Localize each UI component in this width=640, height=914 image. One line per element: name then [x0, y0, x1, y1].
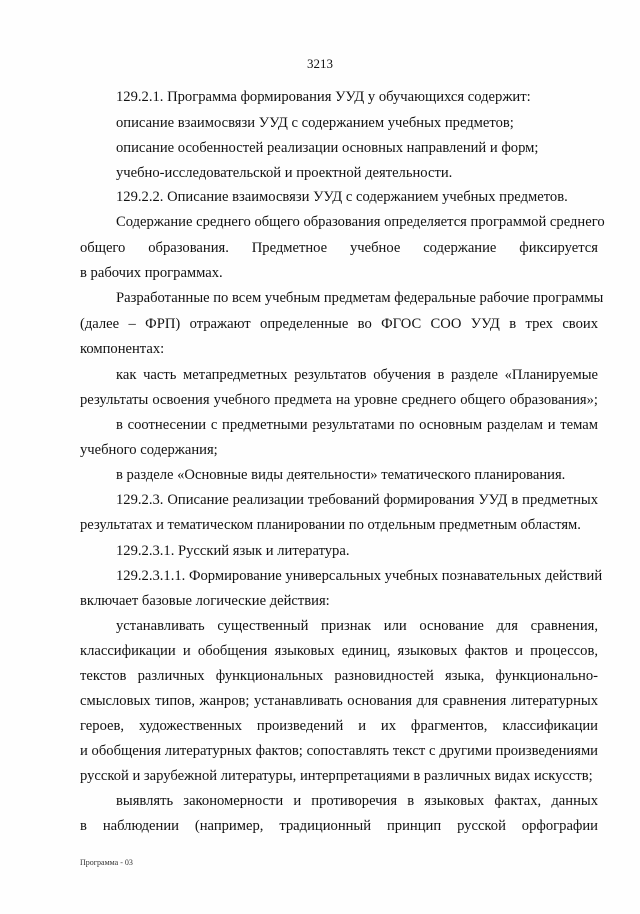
text-line: смысловых типов, жанров; устанавливать основания для сравнения литературных	[80, 693, 598, 709]
text-line: включает базовые логические действия:	[80, 593, 330, 609]
text-line: 129.2.3.1. Русский язык и литература.	[116, 543, 350, 559]
text-line: учебно-исследовательской и проектной деятельности.	[116, 165, 453, 181]
text-line: результаты освоения учебного предмета на уровне среднего общего образования»;	[80, 392, 598, 408]
text-line: (далее – ФРП) отражают определенные во ФГОС СОО УУД в трех своих	[80, 316, 598, 332]
text-line: результатах и тематическом планировании по отдельным предметным областям.	[80, 517, 581, 533]
text-line: и обобщения литературных фактов; сопоставлять текст с другими произведениями	[80, 743, 598, 759]
text-line: 129.2.1. Программа формирования УУД у обучающихся содержит:	[116, 89, 531, 105]
text-line: Содержание среднего общего образования определяется программой среднего	[116, 214, 605, 230]
text-line: текстов различных функциональных разновидностей языка, функционально-	[80, 668, 598, 684]
text-line: как часть метапредметных результатов обучения в разделе «Планируемые	[116, 367, 598, 383]
text-line: Разработанные по всем учебным предметам федеральные рабочие программы	[116, 290, 604, 306]
text-line: устанавливать существенный признак или основание для сравнения,	[116, 618, 598, 634]
text-line: в рабочих программах.	[80, 265, 223, 281]
text-line: описание взаимосвязи УУД с содержанием учебных предметов;	[116, 115, 514, 131]
text-line: описание особенностей реализации основных направлений и форм;	[116, 140, 539, 156]
text-line: 129.2.3.1.1. Формирование универсальных учебных познавательных действий	[116, 568, 603, 584]
text-line: общего образования. Предметное учебное содержание фиксируется	[80, 240, 598, 256]
text-line: в наблюдении (например, традиционный принцип русской орфографии	[80, 818, 598, 834]
text-line: 129.2.3. Описание реализации требований формирования УУД в предметных	[116, 492, 598, 508]
text-line: выявлять закономерности и противоречия в языковых фактах, данных	[116, 793, 598, 809]
text-line: русской и зарубежной литературы, интерпретациями в различных видах искусств;	[80, 768, 593, 784]
page-footer: Программа - 03	[80, 858, 133, 867]
text-line: в разделе «Основные виды деятельности» тематического планирования.	[116, 467, 566, 483]
text-line: учебного содержания;	[80, 442, 218, 458]
page-number: 3213	[307, 56, 333, 71]
text-line: 129.2.2. Описание взаимосвязи УУД с содержанием учебных предметов.	[116, 189, 568, 205]
text-line: классификации и обобщения языковых единиц, языковых фактов и процессов,	[80, 643, 598, 659]
text-line: компонентах:	[80, 341, 165, 357]
text-line: героев, художественных произведений и их фрагментов, классификации	[80, 718, 598, 734]
text-line: в соотнесении с предметными результатами по основным разделам и темам	[116, 417, 598, 433]
